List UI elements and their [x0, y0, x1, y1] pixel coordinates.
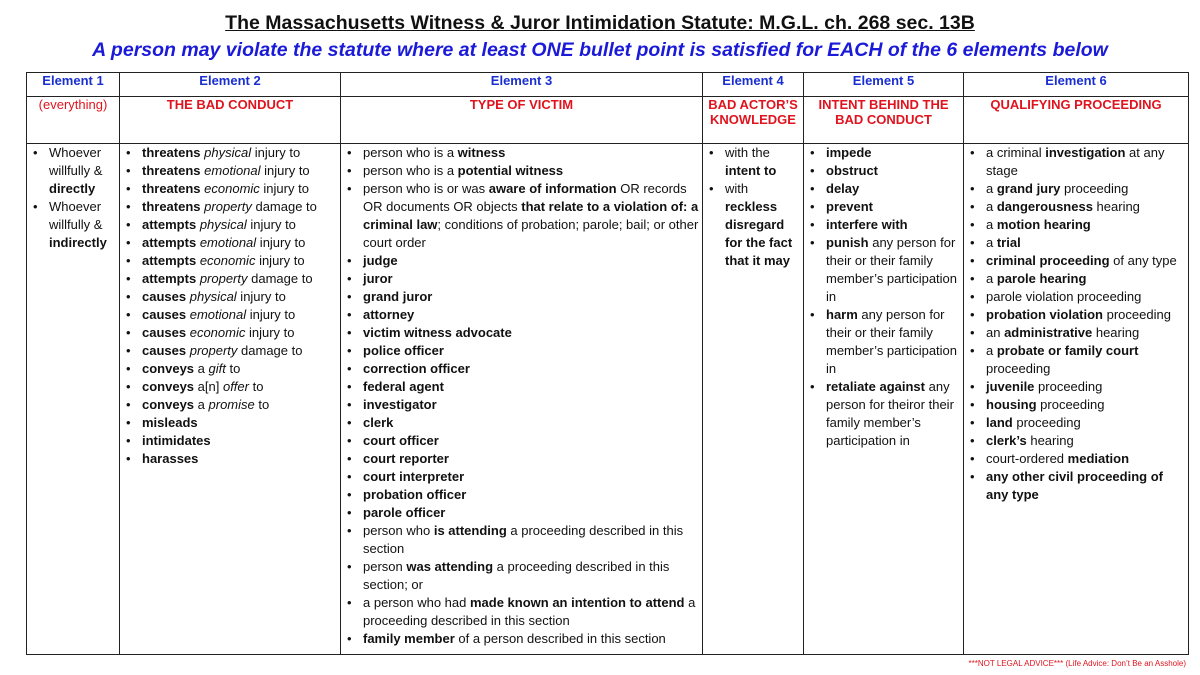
element-header: Element 4	[703, 73, 804, 97]
item-text: interfere with	[826, 217, 908, 232]
item-text: a	[986, 271, 997, 286]
item-text: judge	[363, 253, 398, 268]
item-text: punish	[826, 235, 869, 250]
list-item	[341, 630, 699, 648]
element-6-list	[964, 144, 1188, 504]
item-text: a proceeding described in this section	[363, 523, 684, 556]
item-text: was attending	[406, 559, 494, 574]
item-text: indirectly	[49, 235, 107, 250]
item-text: with the	[725, 145, 770, 160]
list-item	[341, 270, 699, 288]
list-item	[804, 234, 960, 306]
item-text: of any type	[1109, 253, 1177, 268]
item-text: Whoever willfully &	[49, 199, 103, 232]
item-text: threatens	[142, 163, 201, 178]
element-header: Element 2	[120, 73, 341, 97]
item-text: injury to	[260, 163, 310, 178]
list-item	[341, 450, 699, 468]
item-text: threatens	[142, 181, 201, 196]
list-item	[120, 288, 337, 306]
list-item	[703, 144, 800, 180]
list-item	[341, 144, 699, 162]
item-text: injury to	[251, 145, 301, 160]
list-item	[120, 324, 337, 342]
element-1-cell	[27, 144, 120, 655]
item-text: proceeding	[1060, 181, 1129, 196]
item-text: injury to	[246, 217, 296, 232]
list-item	[341, 360, 699, 378]
item-text: misleads	[142, 415, 198, 430]
item-text: dangerousness	[996, 199, 1093, 214]
item-text: a	[194, 397, 209, 412]
list-item	[341, 414, 699, 432]
item-text: proceeding	[1012, 415, 1081, 430]
item-text: emotional	[189, 307, 247, 322]
list-item	[964, 144, 1185, 180]
element-subheader: BAD ACTOR’S KNOWLEDGE	[703, 97, 804, 144]
item-text: victim witness advocate	[363, 325, 512, 340]
element-4-cell	[703, 144, 804, 655]
item-text: proceeding	[1034, 379, 1103, 394]
item-text: damage to	[237, 343, 303, 358]
item-text: conveys	[142, 361, 195, 376]
item-text: court-ordered	[986, 451, 1068, 466]
item-text: proceeding	[1103, 307, 1171, 322]
list-item	[964, 216, 1185, 234]
item-text: made known an intention to attend	[469, 595, 685, 610]
item-text: is attending	[433, 523, 507, 538]
item-text: motion hearing	[996, 217, 1091, 232]
list-item	[341, 432, 699, 450]
item-text: a criminal	[986, 145, 1046, 160]
item-text: a	[986, 181, 997, 196]
list-item	[341, 486, 699, 504]
list-item	[120, 234, 337, 252]
element-6-cell	[964, 144, 1189, 655]
item-text: economic	[204, 181, 260, 196]
list-item	[341, 558, 699, 594]
item-text: ; conditions of probation; parole; bail; or other court order	[363, 217, 699, 250]
list-item	[964, 306, 1185, 324]
element-header: Element 3	[341, 73, 703, 97]
item-text: physical	[189, 289, 237, 304]
item-text: injury to	[256, 235, 306, 250]
list-item	[341, 504, 699, 522]
item-text: any person for theiror their family member’s participation in	[826, 379, 954, 448]
item-text: causes	[142, 307, 187, 322]
item-text: person who	[363, 523, 434, 538]
item-text: investigation	[1045, 145, 1126, 160]
item-text: property	[204, 199, 252, 214]
item-text: juvenile	[986, 379, 1035, 394]
item-text: court officer	[363, 433, 439, 448]
list-item	[120, 432, 337, 450]
item-text: probation officer	[363, 487, 467, 502]
item-text: emotional	[204, 163, 261, 178]
item-text: a	[986, 217, 997, 232]
item-text: physical	[204, 145, 252, 160]
item-text: impede	[826, 145, 872, 160]
list-item	[341, 522, 699, 558]
item-text: gift	[208, 361, 226, 376]
item-text: physical	[199, 217, 247, 232]
item-text: any other civil proceeding of any type	[986, 469, 1163, 502]
item-text: causes	[142, 289, 187, 304]
element-5-cell	[804, 144, 964, 655]
item-text: clerk	[363, 415, 394, 430]
element-header: Element 5	[804, 73, 964, 97]
list-item	[120, 396, 337, 414]
item-text: intimidates	[142, 433, 211, 448]
item-text: proceeding	[986, 361, 1051, 376]
list-item	[341, 162, 699, 180]
item-text: that relate to a violation of: a criminal law	[363, 199, 699, 232]
item-text: grand jury	[996, 181, 1061, 196]
item-text: mediation	[1067, 451, 1130, 466]
item-text: injury to	[245, 325, 295, 340]
list-item	[341, 468, 699, 486]
item-text: housing	[986, 397, 1037, 412]
item-text: injury to	[246, 307, 296, 322]
list-item	[27, 144, 116, 198]
item-text: trial	[996, 235, 1021, 250]
item-text: a	[986, 343, 997, 358]
list-item	[341, 180, 699, 252]
item-text: of a person described in this section	[454, 631, 666, 646]
item-text: threatens	[142, 145, 201, 160]
list-item	[341, 342, 699, 360]
item-text: a person who had	[363, 595, 470, 610]
element-subheader: (everything)	[27, 97, 120, 144]
element-3-cell	[341, 144, 703, 655]
list-item	[804, 198, 960, 216]
item-text: clerk’s	[986, 433, 1027, 448]
item-text: grand juror	[363, 289, 433, 304]
item-text: police officer	[363, 343, 444, 358]
list-item	[120, 342, 337, 360]
item-text: hearing	[1092, 325, 1140, 340]
list-item	[341, 324, 699, 342]
list-item	[120, 414, 337, 432]
item-text: an	[986, 325, 1005, 340]
element-2-cell	[120, 144, 341, 655]
list-item	[964, 234, 1185, 252]
item-text: damage to	[251, 199, 317, 214]
item-text: prevent	[826, 199, 873, 214]
item-text: offer	[222, 379, 249, 394]
list-item	[964, 468, 1185, 504]
list-item	[964, 288, 1185, 306]
item-text: person who is or was	[363, 181, 489, 196]
item-text: harm	[826, 307, 858, 322]
item-text: potential witness	[457, 163, 564, 178]
item-text: person who is a	[363, 163, 458, 178]
item-text: federal agent	[363, 379, 444, 394]
footer-note	[969, 659, 1186, 668]
list-item	[964, 252, 1185, 270]
list-item	[964, 270, 1185, 288]
item-text: a	[986, 235, 997, 250]
item-text: conveys	[142, 379, 195, 394]
item-text: aware of information	[488, 181, 617, 196]
list-item	[964, 396, 1185, 414]
page-title: The Massachusetts Witness & Juror Intimidation Statute: M.G.L. ch. 268 sec. 13B	[225, 12, 975, 34]
item-text: a	[194, 361, 209, 376]
item-text: hearing	[1026, 433, 1074, 448]
item-text: injury to	[236, 289, 286, 304]
list-item	[341, 378, 699, 396]
item-text: criminal proceeding	[986, 253, 1110, 268]
list-item	[120, 378, 337, 396]
item-text: person who is a	[363, 145, 458, 160]
list-item	[964, 450, 1185, 468]
item-text: hearing	[1092, 199, 1140, 214]
item-text: parole violation proceeding	[986, 289, 1142, 304]
list-item	[120, 450, 337, 468]
item-text: any person for their or their family member’s participation in	[826, 307, 958, 376]
list-item	[120, 252, 337, 270]
item-text: damage to	[247, 271, 313, 286]
item-text: retaliate against	[826, 379, 925, 394]
element-4-list	[703, 144, 803, 270]
item-text: directly	[49, 181, 96, 196]
element-subheader: QUALIFYING PROCEEDING	[964, 97, 1189, 144]
item-text: court interpreter	[363, 469, 465, 484]
item-text: injury to	[259, 181, 309, 196]
element-5-list	[804, 144, 963, 450]
item-text: promise	[208, 397, 255, 412]
item-text: to	[248, 379, 264, 394]
item-text: family member	[363, 631, 455, 646]
item-text: attorney	[363, 307, 415, 322]
item-text: causes	[142, 325, 187, 340]
element-subheader: TYPE OF VICTIM	[341, 97, 703, 144]
item-text: probation violation	[986, 307, 1103, 322]
item-text: obstruct	[826, 163, 878, 178]
item-text: emotional	[199, 235, 257, 250]
footer-disclaimer: ***NOT LEGAL ADVICE***	[968, 659, 1064, 668]
item-text: a proceeding described in this section	[363, 595, 696, 628]
list-item	[804, 180, 960, 198]
item-text: parole hearing	[996, 271, 1087, 286]
item-text: with	[725, 181, 749, 196]
list-item	[804, 162, 960, 180]
list-item	[341, 396, 699, 414]
list-item	[120, 144, 337, 162]
item-text: economic	[189, 325, 246, 340]
item-text: OR records OR documents OR objects	[363, 181, 687, 214]
item-text: witness	[457, 145, 506, 160]
item-text: a proceeding described in this section; or	[363, 559, 670, 592]
list-item	[964, 342, 1185, 378]
item-text: property	[199, 271, 248, 286]
list-item	[27, 198, 116, 252]
item-text: reckless disregard for the fact that it may	[725, 199, 793, 268]
item-text: injury to	[255, 253, 305, 268]
list-item	[120, 306, 337, 324]
list-item	[964, 414, 1185, 432]
item-text: attempts	[142, 235, 197, 250]
list-item	[804, 306, 960, 378]
item-text: conveys	[142, 397, 195, 412]
element-1-list	[27, 144, 119, 252]
list-item	[120, 162, 337, 180]
list-item	[120, 270, 337, 288]
item-text: parole officer	[363, 505, 446, 520]
item-text: property	[189, 343, 238, 358]
item-text: correction officer	[363, 361, 470, 376]
element-2-list	[120, 144, 340, 468]
list-item	[120, 198, 337, 216]
item-text: attempts	[142, 217, 197, 232]
list-item	[964, 324, 1185, 342]
page-subtitle: A person may violate the statute where at least ONE bullet point is satisfied for EACH of the 6 elements below	[92, 39, 1108, 61]
item-text: person	[363, 559, 407, 574]
list-item	[703, 180, 800, 270]
element-subheader: INTENT BEHIND THE BAD CONDUCT	[804, 97, 964, 144]
list-item	[964, 198, 1185, 216]
list-item	[804, 216, 960, 234]
list-item	[804, 378, 960, 450]
item-text: proceeding	[1036, 397, 1105, 412]
list-item	[804, 144, 960, 162]
list-item	[341, 252, 699, 270]
item-text: administrative	[1004, 325, 1093, 340]
item-text: juror	[363, 271, 393, 286]
list-item	[341, 288, 699, 306]
element-header: Element 1	[27, 73, 120, 97]
item-text: to	[254, 397, 270, 412]
footer-aside: (Life Advice: Don’t Be an Asshole)	[1063, 659, 1186, 668]
item-text: delay	[826, 181, 860, 196]
subheader-row	[27, 97, 1189, 144]
item-text: any person for their or their family member’s participation in	[826, 235, 958, 304]
list-item	[120, 180, 337, 198]
body-row	[27, 144, 1189, 655]
element-3-list	[341, 144, 702, 648]
elements-table	[26, 72, 1189, 655]
item-text: attempts	[142, 253, 197, 268]
item-text: threatens	[142, 199, 201, 214]
header-row	[27, 73, 1189, 97]
list-item	[120, 216, 337, 234]
item-text: attempts	[142, 271, 197, 286]
list-item	[341, 594, 699, 630]
item-text: economic	[199, 253, 256, 268]
item-text: a	[986, 199, 997, 214]
list-item	[964, 378, 1185, 396]
list-item	[964, 180, 1185, 198]
item-text: court reporter	[363, 451, 449, 466]
element-header: Element 6	[964, 73, 1189, 97]
item-text: land	[986, 415, 1013, 430]
item-text: Whoever willfully &	[49, 145, 103, 178]
list-item	[341, 306, 699, 324]
item-text: causes	[142, 343, 187, 358]
item-text: intent to	[725, 163, 777, 178]
list-item	[964, 432, 1185, 450]
item-text: investigator	[363, 397, 437, 412]
item-text: to	[225, 361, 241, 376]
list-item	[120, 360, 337, 378]
item-text: at any stage	[986, 145, 1165, 178]
item-text: a[n]	[194, 379, 223, 394]
element-subheader: THE BAD CONDUCT	[120, 97, 341, 144]
item-text: probate or family court	[996, 343, 1139, 358]
item-text: harasses	[142, 451, 199, 466]
